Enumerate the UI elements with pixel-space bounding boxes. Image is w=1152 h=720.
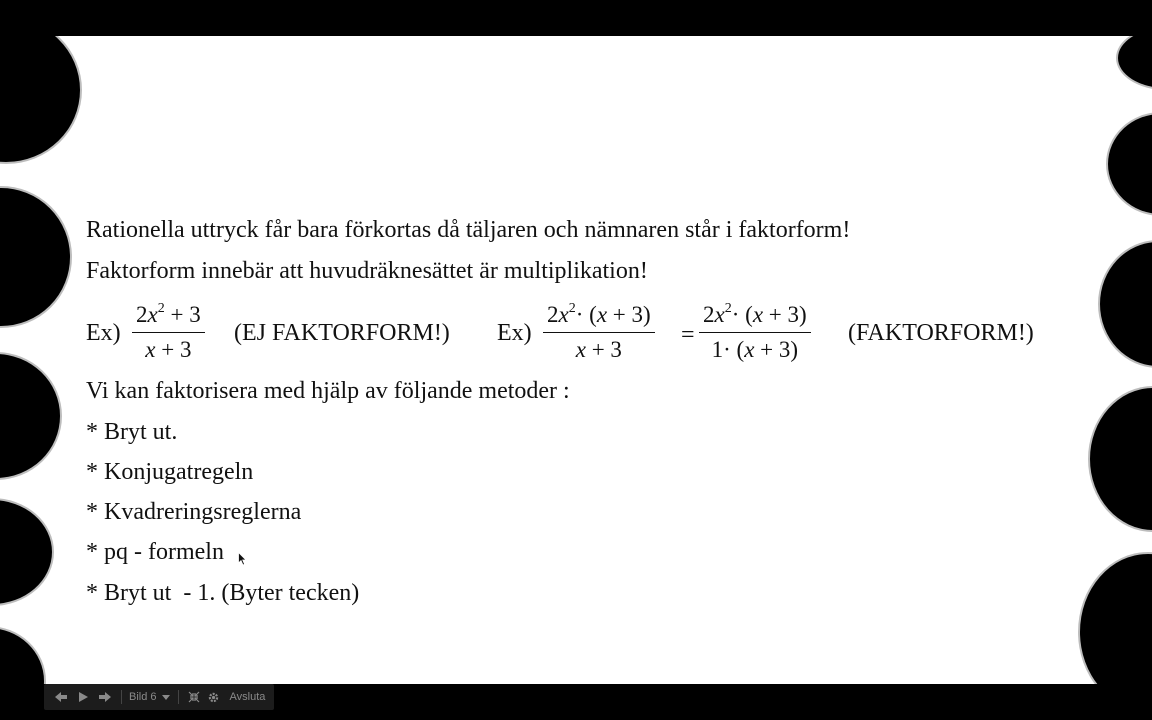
- decorative-circle-right-4: [1088, 386, 1152, 532]
- settings-button[interactable]: [204, 684, 224, 710]
- fraction-3-denominator: 1· (x + 3): [711, 337, 799, 362]
- ex-label-1: Ex): [86, 320, 121, 346]
- method-item-4: * pq - formeln: [86, 539, 224, 565]
- toolbar-separator: [178, 690, 179, 704]
- ex-label-2: Ex): [497, 320, 532, 346]
- decorative-circle-left-5: [0, 626, 46, 684]
- decorative-circle-right-5: [1078, 552, 1152, 684]
- fraction-2-denominator: x + 3: [575, 337, 622, 362]
- methods-heading: Vi kan faktorisera med hjälp av följande metoder :: [86, 378, 570, 404]
- fraction-1: [132, 302, 205, 363]
- fraction-1-denominator: x + 3: [145, 337, 192, 362]
- exit-fullscreen-button[interactable]: [184, 684, 204, 710]
- fraction-3: [699, 302, 811, 363]
- next-slide-button[interactable]: [94, 684, 116, 710]
- method-item-3: * Kvadreringsreglerna: [86, 499, 302, 525]
- slide-canvas: [0, 36, 1152, 684]
- note-faktorform: (FAKTORFORM!): [848, 320, 1034, 346]
- method-item-5: * Bryt ut - 1. (Byter tecken): [86, 580, 360, 606]
- decorative-circle-left-4: [0, 498, 54, 606]
- fraction-2-numerator: $2x^2\cdot (x + 3)$: [543, 302, 655, 333]
- mouse-cursor-icon: [238, 552, 247, 566]
- previous-slide-button[interactable]: [50, 684, 72, 710]
- note-ej-faktorform: (EJ FAKTORFORM!): [234, 320, 450, 346]
- equals-sign: =: [681, 322, 695, 348]
- slide-line-1: Rationella uttryck får bara förkortas då täljaren och nämnaren står i faktorform!: [86, 217, 851, 243]
- arrow-right-icon: [98, 691, 112, 703]
- shrink-icon: [188, 691, 200, 703]
- presentation-toolbar: [44, 684, 274, 710]
- method-item-2: * Konjugatregeln: [86, 459, 254, 485]
- decorative-circle-right-2: [1106, 112, 1152, 216]
- slide-label: Bild 6: [129, 691, 157, 703]
- toolbar-separator: [121, 690, 122, 704]
- slide-selector[interactable]: [127, 684, 173, 710]
- decorative-circle-left-3: [0, 352, 62, 480]
- decorative-circle-left-2: [0, 186, 72, 328]
- method-item-1: * Bryt ut.: [86, 419, 178, 445]
- fraction-1-numerator: $2x^2 + 3$: [132, 302, 205, 333]
- decorative-circle-right-1: [1116, 36, 1152, 90]
- fraction-2: [543, 302, 655, 363]
- play-button[interactable]: [72, 684, 94, 710]
- end-show-button[interactable]: Avsluta: [229, 691, 266, 703]
- gear-icon: [207, 691, 220, 704]
- decorative-circle-right-3: [1098, 240, 1152, 368]
- fraction-3-numerator: $2x^2\cdot (x + 3)$: [699, 302, 811, 333]
- slide-line-2: Faktorform innebär att huvudräknesättet är multiplikation!: [86, 258, 648, 284]
- arrow-left-icon: [54, 691, 68, 703]
- decorative-circle-left-1: [0, 36, 82, 164]
- play-icon: [77, 691, 89, 703]
- chevron-down-icon: [161, 693, 171, 701]
